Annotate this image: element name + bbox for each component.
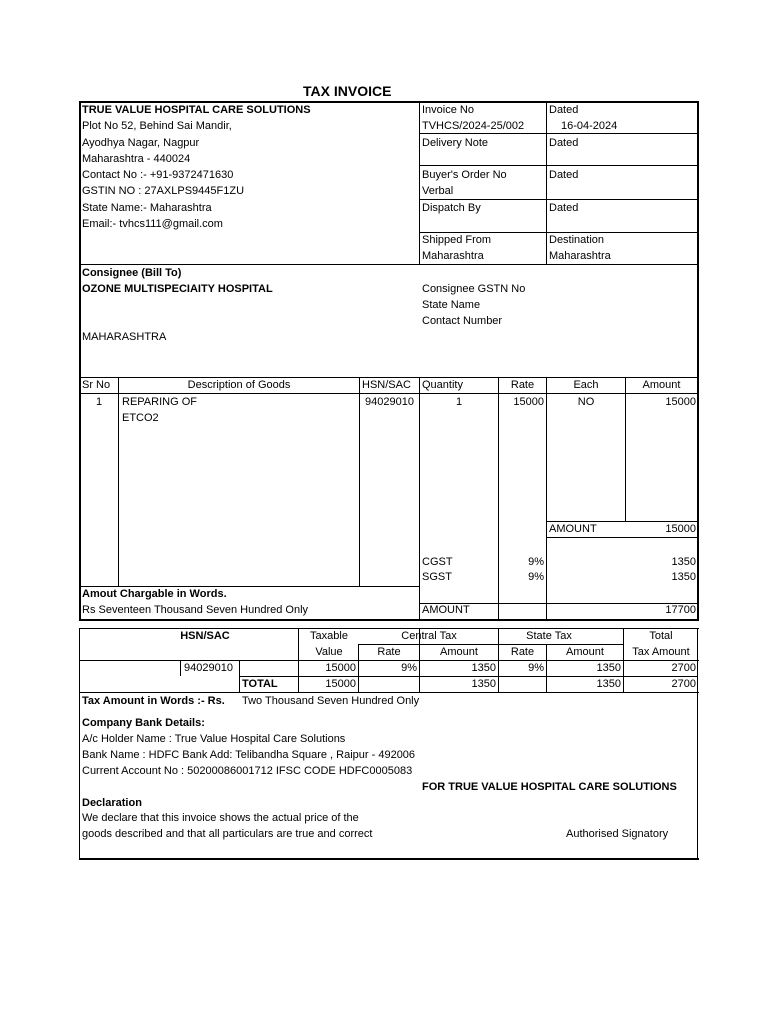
tax-col-state-rate: Rate: [510, 646, 535, 658]
tax-col-taxable: Taxable: [310, 630, 348, 642]
tax-col-central-rate: Rate: [377, 646, 401, 658]
seller-name: TRUE VALUE HOSPITAL CARE SOLUTIONS: [82, 104, 311, 116]
consignee-gstn-label: Consignee GSTN No: [422, 283, 526, 295]
item-rate: 15000: [513, 396, 544, 408]
tax-row-state-amount: 1350: [596, 662, 621, 674]
seller-contact: Contact No :- +91-9372471630: [82, 169, 234, 181]
tax-total-total: 2700: [671, 678, 696, 690]
tax-col-central: Central Tax: [401, 630, 457, 642]
shipped-from-label: Shipped From: [422, 234, 492, 246]
buyers-order-label: Buyer's Order No: [422, 169, 507, 181]
col-each: Each: [573, 379, 599, 391]
bank-account: Current Account No : 50200086001712 IFSC CODE HDFC0005083: [82, 765, 413, 777]
tax-total-taxable: 15000: [325, 678, 356, 690]
tax-col-total: Total: [649, 630, 673, 642]
tax-col-state: State Tax: [526, 630, 572, 642]
col-hsn: HSN/SAC: [362, 379, 411, 391]
tax-col-central-amount: Amount: [440, 646, 478, 658]
shipped-from-value: Maharashtra: [422, 250, 484, 262]
delivery-note-label: Delivery Note: [422, 137, 489, 149]
tax-words-label: Tax Amount in Words :- Rs.: [82, 695, 225, 707]
item-quantity: 1: [455, 396, 463, 408]
invoice-date-value: 16-04-2024: [561, 120, 618, 132]
tax-col-hsn: HSN/SAC: [180, 630, 230, 642]
dispatch-dated-label: Dated: [549, 202, 579, 214]
sgst-label: SGST: [422, 571, 452, 583]
declaration-heading: Declaration: [82, 797, 142, 809]
cgst-amount: 1350: [671, 556, 696, 568]
delivery-dated-label: Dated: [549, 137, 579, 149]
consignee-heading: Consignee (Bill To): [82, 267, 182, 279]
col-sr: Sr No: [82, 379, 111, 391]
sgst-amount: 1350: [671, 571, 696, 583]
item-sr: 1: [95, 396, 103, 408]
seller-address-line: Ayodhya Nagar, Nagpur: [82, 137, 200, 149]
item-hsn: 94029010: [365, 396, 414, 408]
tax-col-taxable: Value: [315, 646, 343, 658]
tax-row-total: 2700: [671, 662, 696, 674]
sgst-rate: 9%: [528, 571, 544, 583]
tax-row-hsn: 94029010: [184, 662, 233, 674]
buyers-order-value: Verbal: [422, 185, 454, 197]
seller-email: Email:- tvhcs111@gmail.com: [82, 218, 223, 230]
subtotal-value: 15000: [665, 523, 696, 535]
tax-row-state-rate: 9%: [528, 662, 544, 674]
amount-words-text: Rs Seventeen Thousand Seven Hundred Only: [82, 604, 309, 616]
grand-total-value: 17700: [665, 604, 696, 616]
tax-col-total: Tax Amount: [632, 646, 690, 658]
dispatch-label: Dispatch By: [422, 202, 481, 214]
tax-total-label: TOTAL: [242, 678, 278, 690]
cgst-rate: 9%: [528, 556, 544, 568]
tax-row-taxable: 15000: [325, 662, 356, 674]
item-description: REPARING OF: [122, 396, 197, 408]
dated-label: Dated: [549, 104, 579, 116]
tax-col-state-amount: Amount: [566, 646, 604, 658]
subtotal-label: AMOUNT: [549, 523, 597, 535]
page-title: TAX INVOICE: [303, 83, 392, 99]
consignee-state: MAHARASHTRA: [82, 331, 167, 343]
tax-total-central-amount: 1350: [471, 678, 496, 690]
authorised-signatory: Authorised Signatory: [566, 828, 669, 840]
bank-name: Bank Name : HDFC Bank Add: Telibandha Square , Raipur - 492006: [82, 749, 416, 761]
destination-value: Maharashtra: [549, 250, 611, 262]
seller-address-line: Maharashtra - 440024: [82, 153, 191, 165]
col-quantity: Quantity: [422, 379, 463, 391]
destination-label: Destination: [549, 234, 605, 246]
col-amount: Amount: [642, 379, 681, 391]
item-each: NO: [577, 396, 595, 408]
seller-state: State Name:- Maharashtra: [82, 202, 212, 214]
declaration-text: We declare that this invoice shows the actual price of the: [82, 812, 359, 824]
declaration-text: goods described and that all particulars are true and correct: [82, 828, 373, 840]
tax-words-text: Two Thousand Seven Hundred Only: [242, 695, 420, 707]
tax-row-central-rate: 9%: [401, 662, 417, 674]
buyers-dated-label: Dated: [549, 169, 579, 181]
col-rate: Rate: [510, 379, 535, 391]
item-description: ETCO2: [122, 412, 159, 424]
consignee-state-name-label: State Name: [422, 299, 481, 311]
consignee-contact-label: Contact Number: [422, 315, 503, 327]
seller-address-line: Plot No 52, Behind Sai Mandir,: [82, 120, 232, 132]
item-amount: 15000: [665, 396, 696, 408]
seller-gstin: GSTIN NO : 27AXLPS9445F1ZU: [82, 185, 245, 197]
invoice-no-label: Invoice No: [422, 104, 474, 116]
consignee-name: OZONE MULTISPECIAITY HOSPITAL: [82, 283, 273, 295]
cgst-label: CGST: [422, 556, 453, 568]
invoice-no-value: TVHCS/2024-25/002: [422, 120, 525, 132]
for-company: FOR TRUE VALUE HOSPITAL CARE SOLUTIONS: [422, 781, 677, 793]
tax-row-central-amount: 1350: [471, 662, 496, 674]
amount-words-label: Amout Chargable in Words.: [82, 588, 227, 600]
grand-total-label: AMOUNT: [422, 604, 470, 616]
col-description: Description of Goods: [187, 379, 291, 391]
bank-heading: Company Bank Details:: [82, 717, 205, 729]
tax-total-state-amount: 1350: [596, 678, 621, 690]
bank-holder: A/c Holder Name : True Value Hospital Care Solutions: [82, 733, 346, 745]
